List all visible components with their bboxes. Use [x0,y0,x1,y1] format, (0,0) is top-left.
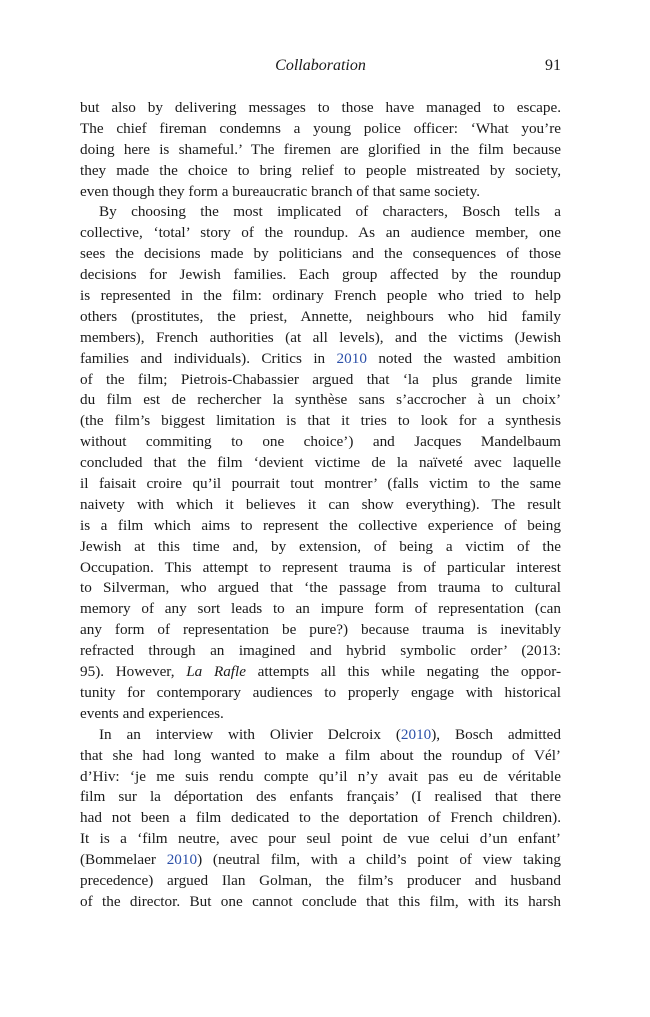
text-line: 95). However, La Rafle attempts all this while negating the oppor- [80,663,561,681]
text-line: is represented in the film: ordinary French people who tried to help [80,287,561,305]
text-line: Jewish at this time and, by extension, of being a victim of the [80,537,561,555]
text-line: refracted through an imagined and hybrid symbolic order’ (2013: [80,642,561,660]
text-line: film sur la déportation des enfants français’ (I realised that there [80,788,561,806]
text-line: (the film’s biggest limitation is that it tries to look for a synthesis [80,412,561,430]
text-line: but also by delivering messages to those have managed to escape. [80,99,561,116]
text-line: families and individuals). Critics in 2010 noted the wasted ambition [80,349,561,367]
text-line: even though they form a bureaucratic branch of that same society. [80,182,481,200]
text-line: (Bommelaer 2010) (neutral film, with a child’s point of view taking [80,851,561,869]
text-line: is a film which aims to represent the collective experience of being [80,516,561,534]
text-line: It is a ‘film neutre, avec pour seul point de vue celui d’un enfant’ [80,830,561,848]
text-line: naivety with which it believes it can show everything). The result [80,495,561,513]
citation-link[interactable]: 2010 [400,725,432,743]
text-line: concluded that the film ‘devient victime de la naïveté avec laquelle [80,454,561,472]
text-line: events and experiences. [80,704,224,722]
text-line: others (prostitutes, the priest, Annette, neighbours who hid family [80,307,561,325]
page-number: 91 [545,57,561,74]
text-line: Occupation. This attempt to represent trauma is of particular interest [80,558,561,576]
text-line: doing here is shameful.’ The firemen are glorified in the film because [80,140,561,158]
body-text [80,98,561,913]
text-line: du film est de rechercher la synthèse sans s’accrocher à un choix’ [80,391,561,409]
text-line: had not been a film dedicated to the deportation of French children). [80,809,561,827]
film-title: La Rafle [186,663,246,681]
citation-link[interactable]: 2010 [336,349,367,367]
text-line: memory of any sort leads to an impure form of representation (can [80,600,561,618]
text-line: of the director. But one cannot conclude that this film, with its harsh [80,892,561,910]
text-line: sees the decisions made by politicians and the consequences of those [80,245,561,263]
text-line: The chief fireman condemns a young police officer: ‘What you’re [80,119,561,137]
citation-link[interactable]: 2010 [166,851,198,869]
text-line: d’Hiv: ‘je me suis rendu compte qu’il n’y avait pas eu de véritable [80,767,561,785]
text-line: without commiting to one choice’) and Jacques Mandelbaum [80,433,561,451]
running-title: Collaboration [275,57,366,74]
text-line: By choosing the most implicated of characters, Bosch tells a [99,203,561,221]
text-line: that she had long wanted to make a film about the roundup of Vél’ [80,746,561,764]
text-line: In an interview with Olivier Delcroix (2010), Bosch admitted [99,725,561,743]
text-line: members), French authorities (at all levels), and the victims (Jewish [80,328,561,346]
text-line: precedence) argued Ilan Golman, the film’s producer and husband [80,871,561,889]
text-line: collective, ‘total’ story of the roundup. As an audience member, one [80,224,561,242]
running-head [80,57,561,79]
text-line: they made the choice to bring relief to people mistreated by society, [80,161,561,179]
text-line: il faisait croire qu’il pourrait tout montrer’ (falls victim to the same [80,475,561,493]
text-line: any form of representation be pure?) because trauma is inevitably [80,621,561,639]
text-line: to Silverman, who argued that ‘the passage from trauma to cultural [80,579,561,597]
text-line: tunity for contemporary audiences to properly engage with historical [80,683,561,701]
text-line: decisions for Jewish families. Each group affected by the roundup [80,266,561,284]
text-line: of the film; Pietrois-Chabassier argued that ‘la plus grande limite [80,370,561,388]
